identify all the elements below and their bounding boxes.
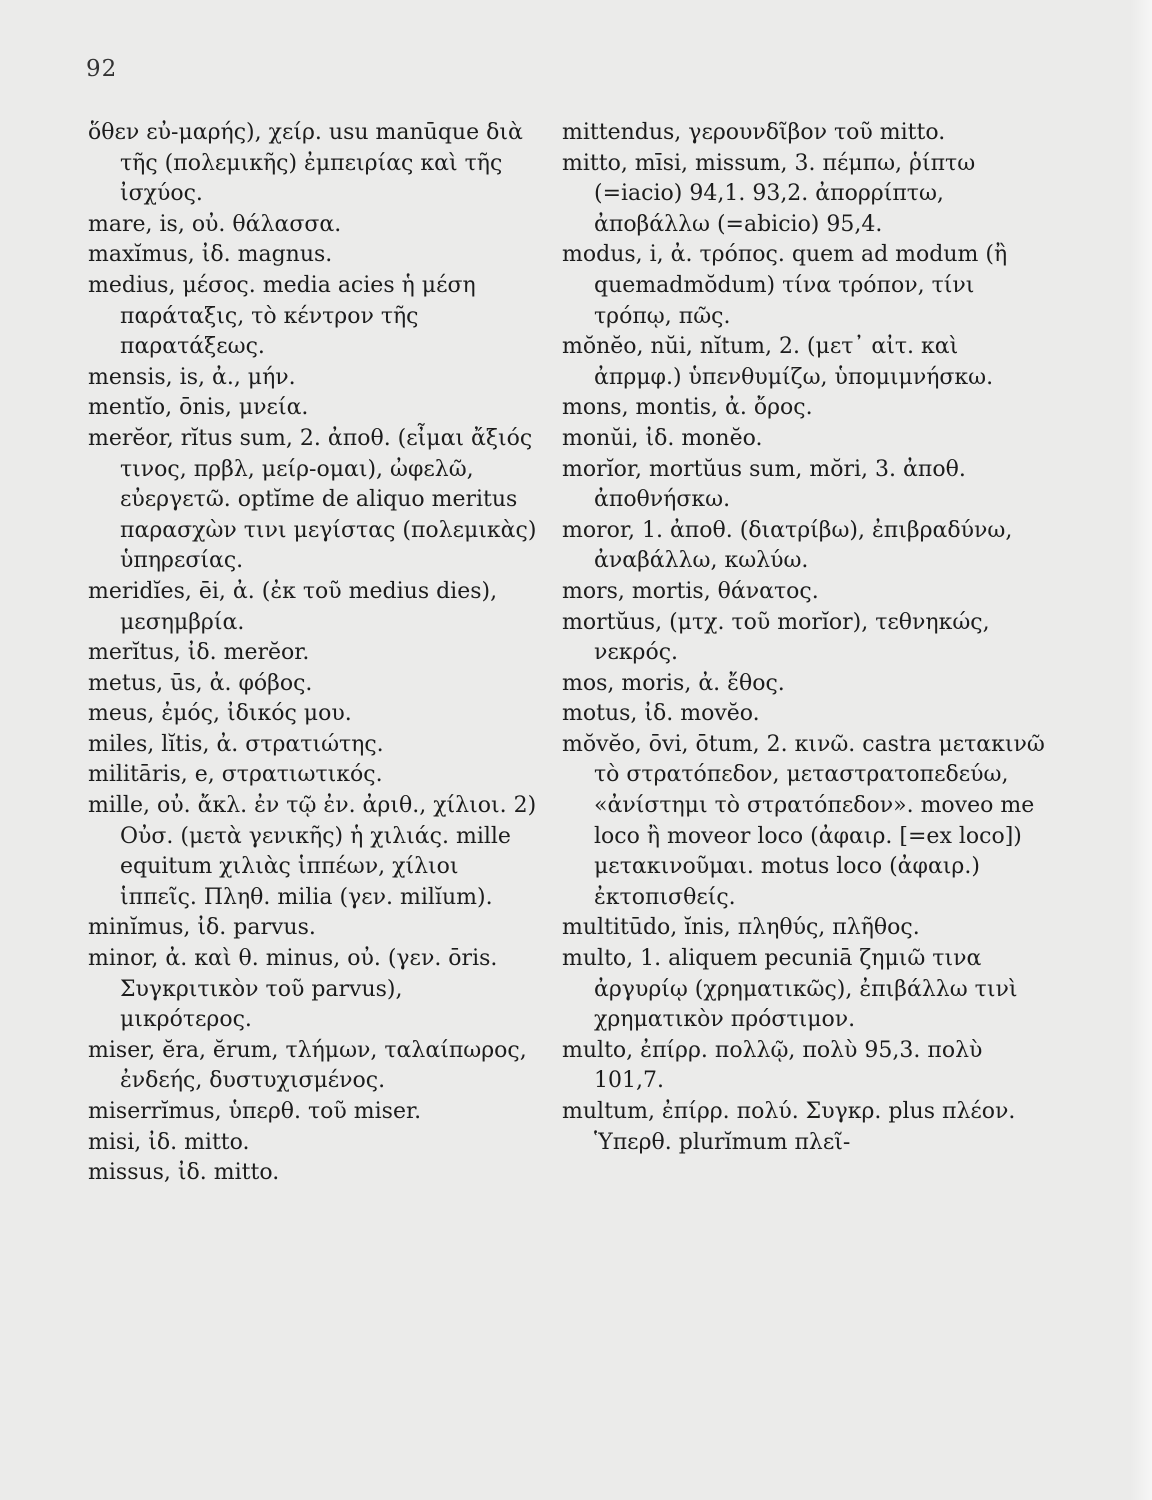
entry: minĭmus, ἰδ. parvus. xyxy=(88,915,316,941)
entry: medius, μέσος. media acies ἡ μέση παράταξις, τὸ κέντρον τῆς παρατάξεως. xyxy=(88,272,476,360)
entry: metus, ūs, ἀ. φόβος. xyxy=(88,670,313,696)
entry: miser, ĕra, ĕrum, τλήμων, ταλαίπωρος, ἐνδεής, δυστυχισμένος. xyxy=(88,1037,527,1094)
entry: mons, montis, ἀ. ὄρος. xyxy=(562,395,813,421)
entry: multo, ἐπίρρ. πολλῷ, πολὺ 95,3. πολὺ 101,7. xyxy=(562,1037,983,1094)
page-number: 92 xyxy=(86,56,118,82)
entry: maxĭmus, ἰδ. magnus. xyxy=(88,242,333,268)
entry: mors, mortis, θάνατος. xyxy=(562,578,819,604)
entry: merĕor, rĭtus sum, 2. ἀποθ. (εἶμαι ἄξιός τινος, πρβλ, μείρ-ομαι), ὠφελῶ, εὐεργετῶ. optĭme de aliquo meritus παρασχὼν τινι μεγίστας (πολεμικὰς) ὑπηρεσίας. xyxy=(88,425,537,574)
entry: mortŭus, (μτχ. τοῦ morĭor), τεθνηκώς, νεκρός. xyxy=(562,609,990,666)
entry: mos, moris, ἀ. ἔθος. xyxy=(562,670,785,696)
entry: mitto, mīsi, missum, 3. πέμπω, ῥίπτω (=iacio) 94,1. 93,2. ἀπορρίπτω, ἀποβάλλω (=abicio) 95,4. xyxy=(562,150,976,237)
entry: moror, 1. ἀποθ. (διατρίβω), ἐπιβραδύνω, ἀναβάλλω, κωλύω. xyxy=(562,517,1013,574)
dictionary-column-right xyxy=(562,118,1050,1158)
dictionary-column-left xyxy=(88,118,540,1189)
entry: mentĭo, ōnis, μνεία. xyxy=(88,395,309,421)
entry: merĭtus, ἰδ. merĕor. xyxy=(88,640,310,666)
entry: miles, lĭtis, ἀ. στρατιώτης. xyxy=(88,731,384,757)
entry: motus, ἰδ. movĕo. xyxy=(562,701,760,727)
entry: ὅθεν εὐ-μαρής), χείρ. usu manūque διὰ τῆς (πολεμικῆς) ἐμπειρίας καὶ τῆς ἰσχύος. xyxy=(88,120,523,207)
entry: multo, 1. aliquem pecuniā ζημιῶ τινα ἀργυρίῳ (χρηματικῶς), ἐπιβάλλω τινὶ χρηματικὸν πρόστιμον. xyxy=(562,946,1018,1033)
page-edge-shadow xyxy=(1130,0,1152,1500)
entry: mare, is, οὐ. θάλασσα. xyxy=(88,211,342,237)
entry: multitūdo, ĭnis, πληθύς, πλῆθος. xyxy=(562,915,920,941)
entry: miserrĭmus, ὑπερθ. τοῦ miser. xyxy=(88,1099,422,1124)
entry: multum, ἐπίρρ. πολύ. Συγκρ. plus πλέον. Ὑπερθ. plurĭmum πλεῖ- xyxy=(562,1099,1016,1155)
entry: mittendus, γερουνδῖβον τοῦ mitto. xyxy=(562,120,946,145)
entry: modus, i, ἀ. τρόπος. quem ad modum (ἢ quemadmŏdum) τίνα τρόπον, τίνι τρόπῳ, πῶς. xyxy=(562,242,1008,329)
entry: militāris, e, στρατιωτικός. xyxy=(88,762,383,788)
entry: minor, ἀ. καὶ θ. minus, οὐ. (γεν. ōris. Συγκριτικὸν τοῦ parvus), μικρότερος. xyxy=(88,946,498,1033)
entry: monŭi, ἰδ. monĕo. xyxy=(562,425,763,451)
entry: mŏnĕo, nŭi, nĭtum, 2. (μετ᾽ αἰτ. καὶ ἀπρμφ.) ὑπενθυμίζω, ὑπομιμνήσκω. xyxy=(562,334,994,390)
entry: misi, ἰδ. mitto. xyxy=(88,1129,250,1155)
entry: mille, οὐ. ἄκλ. ἐν τῷ ἐν. ἀριθ., χίλιοι. 2) Οὐσ. (μετὰ γενικῆς) ἡ χιλιάς. mille equitum χιλιὰς ἱππέων, χίλιοι ἱππεῖς. Πληθ. milia (γεν. milĭum). xyxy=(88,793,537,910)
entry: mŏvĕo, ōvi, ōtum, 2. κινῶ. castra μετακινῶ τὸ στρατόπεδον, μεταστρατοπεδεύω, «ἀνίστημι τὸ στρατόπεδον». moveo me loco ἢ moveor loco (ἀφαιρ. [=ex loco]) μετακινοῦμαι. motus loco (ἀφαιρ.) ἐκτοπισθείς. xyxy=(562,731,1045,910)
entry: mensis, is, ἀ., μήν. xyxy=(88,364,296,390)
entry: missus, ἰδ. mitto. xyxy=(88,1160,280,1186)
entry: morĭor, mortŭus sum, mŏri, 3. ἀποθ. ἀποθνήσκω. xyxy=(562,456,966,513)
entry: meridĭes, ēi, ἀ. (ἐκ τοῦ medius dies), μεσημβρία. xyxy=(88,578,498,635)
entry: meus, ἐμός, ἰδικός μου. xyxy=(88,701,352,727)
